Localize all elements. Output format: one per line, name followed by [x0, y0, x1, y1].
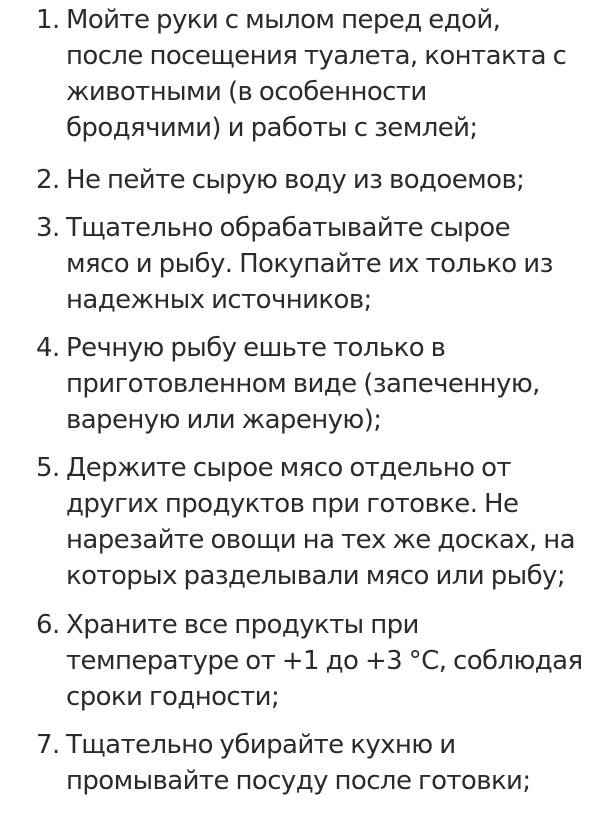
list-item-line: сроки годности;	[66, 682, 280, 712]
list-item-line: Держите сырое мясо отдельно от	[66, 453, 511, 483]
list-item-number: 6.	[36, 610, 60, 640]
list-item-text	[66, 330, 566, 438]
list-item-line: Мойте руки с мылом перед едой,	[66, 5, 501, 35]
list-item-line: надежных источников;	[66, 285, 372, 315]
list-item-number: 7.	[36, 730, 60, 760]
list-item-line: Речную рыбу ешьте только в	[66, 333, 446, 363]
list-item-line: Тщательно убирайте кухню и	[66, 730, 456, 760]
list-item-text	[66, 162, 566, 198]
list-item-number: 2.	[36, 165, 60, 195]
list-item-text	[66, 727, 566, 799]
list-item-line: приготовленном виде (запеченную,	[66, 369, 540, 399]
list-item-line: мясо и рыбу. Покупайте их только из	[66, 249, 553, 279]
list-item-text	[66, 450, 576, 594]
list-item-number: 5.	[36, 453, 60, 483]
list-item-number: 3.	[36, 213, 60, 243]
list-item-line: Храните все продукты при	[66, 610, 419, 640]
list-item-line: после посещения туалета, контакта с	[66, 41, 567, 71]
list-item-line: нарезайте овощи на тех же досках, на	[66, 525, 576, 555]
list-item-line: Тщательно обрабатывайте сырое	[66, 213, 510, 243]
list-item-text	[66, 210, 566, 318]
list-item-line: вареную или жареную);	[66, 405, 382, 435]
list-item-line: Не пейте сырую воду из водоемов;	[66, 165, 525, 195]
list-item-line: других продуктов при готовке. Не	[66, 489, 519, 519]
list-item-line: температуре от +1 до +3 °С, соблюдая	[66, 646, 583, 676]
list-item-line: животными (в особенности	[66, 77, 427, 107]
list-item-number: 1.	[36, 5, 60, 35]
list-item-line: бродячими) и работы с землей;	[66, 113, 478, 143]
list-item-text	[66, 2, 566, 146]
list-item-number: 4.	[36, 333, 60, 363]
list-item-line: промывайте посуду после готовки;	[66, 766, 531, 796]
list-item-text	[66, 607, 583, 715]
list-item-line: которых разделывали мясо или рыбу;	[66, 561, 565, 591]
